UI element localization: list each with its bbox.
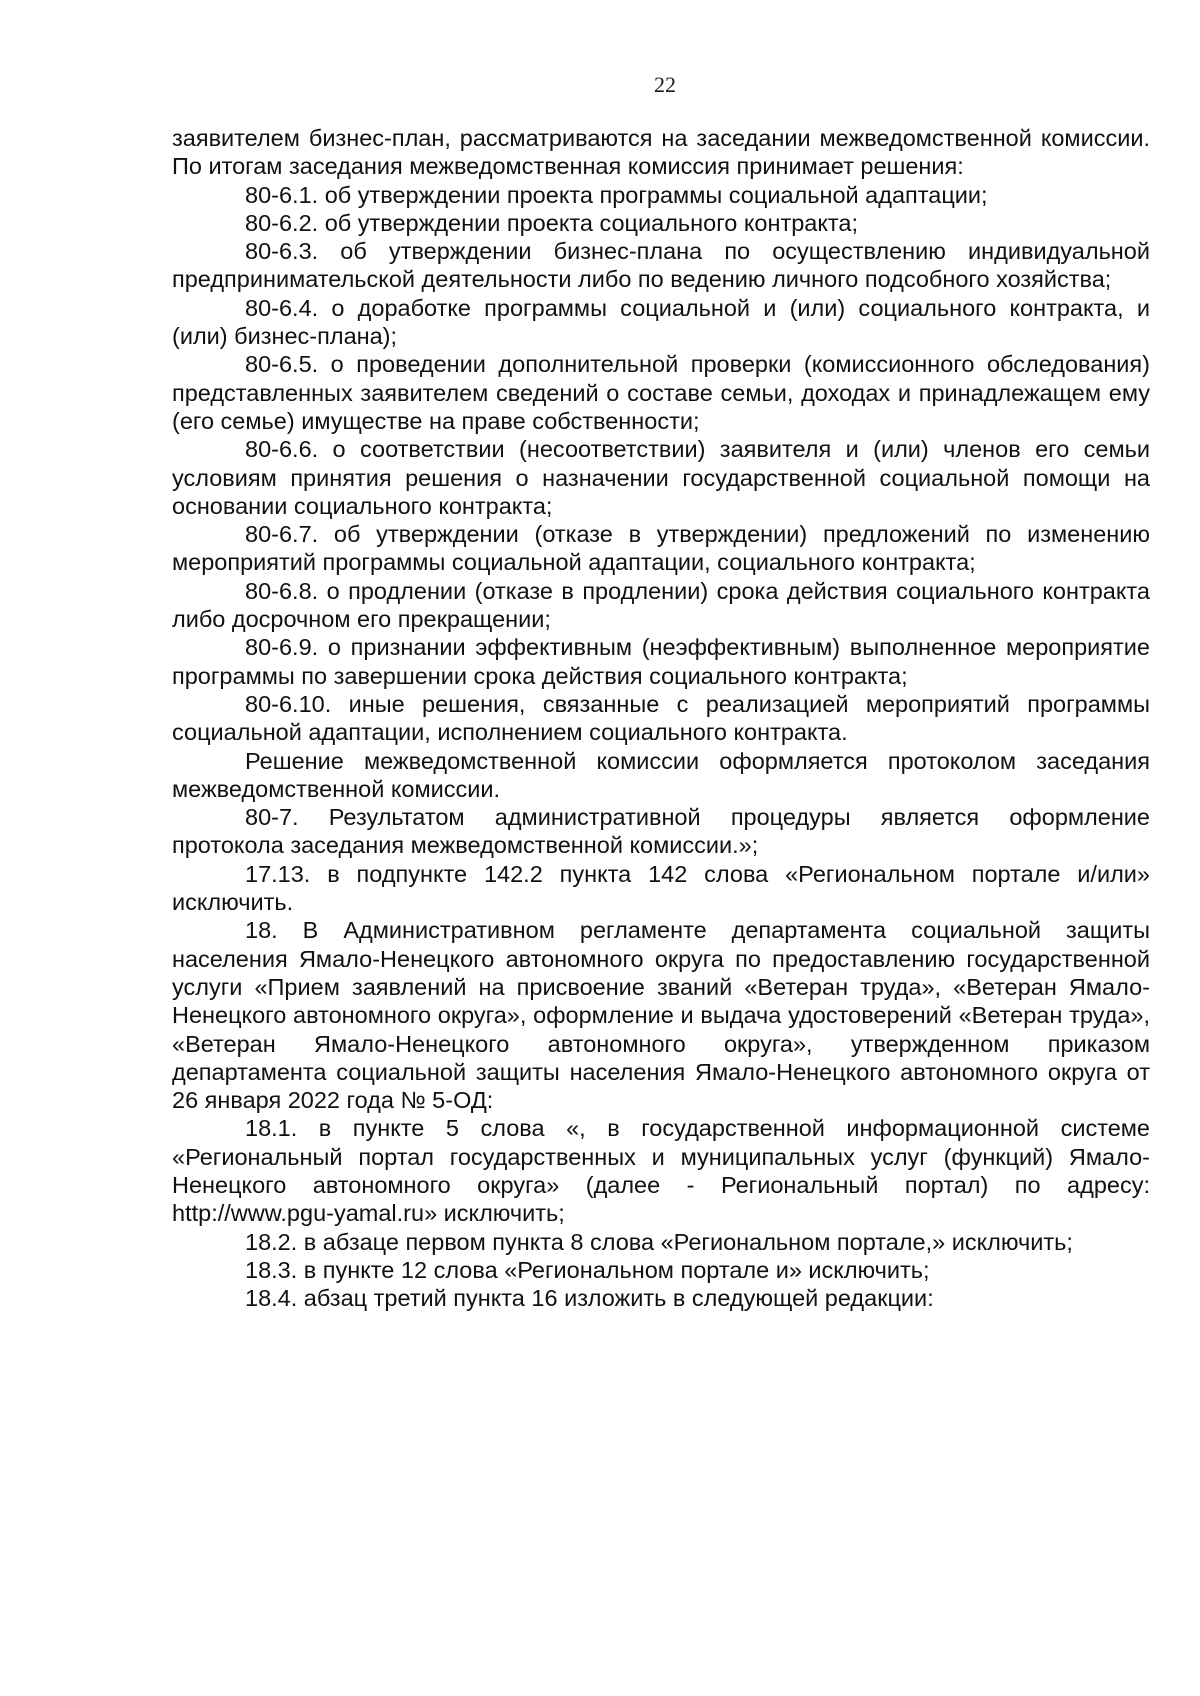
paragraph: 80-6.5. о проведении дополнительной проверки (комиссионного обследования) представленных заявителем сведений о составе семьи, доходах и принадлежащем ему (его семье) имуществе на праве собственности; xyxy=(172,351,1150,434)
paragraph: 80-6.8. о продлении (отказе в продлении) срока действия социального контракта либо досрочном его прекращении; xyxy=(172,577,1150,633)
paragraph: 18.1. в пункте 5 слова «, в государственной информационной системе «Региональный портал государственных и муниципальных услуг (функций) Ямало-Ненецкого автономного округа» (далее - Региональный портал) по адресу: http://www.pgu-yamal.ru» исключить; xyxy=(172,1115,1150,1227)
paragraph: 80-6.9. о признании эффективным (неэффективным) выполненное мероприятие программы по завершении срока действия социального контракта; xyxy=(172,634,1150,689)
document-body xyxy=(172,124,1150,1312)
paragraph: 80-6.7. об утверждении (отказе в утверждении) предложений по изменению мероприятий программы социальной адаптации, социального контракта; xyxy=(172,521,1150,576)
paragraph: 80-6.1. об утверждении проекта программы социальной адаптации; xyxy=(245,181,988,208)
paragraph: 80-6.4. о доработке программы социальной и (или) социального контракта, и (или) бизнес-плана); xyxy=(172,294,1150,350)
paragraph: 80-6.6. о соответствии (несоответствии) заявителя и (или) членов его семьи условиям принятия решения о назначении государственной социальной помощи на основании социального контракта; xyxy=(172,436,1150,519)
paragraph: 18.2. в абзаце первом пункта 8 слова «Региональном портале,» исключить; xyxy=(245,1228,1073,1255)
paragraph: 80-6.10. иные решения, связанные с реализацией мероприятий программы социальной адаптации, исполнением социального контракта. xyxy=(172,690,1150,746)
paragraph: 18.3. в пункте 12 слова «Региональном портале и» исключить; xyxy=(245,1256,930,1283)
paragraph: 17.13. в подпункте 142.2 пункта 142 слова «Региональном портале и/или» исключить. xyxy=(172,860,1150,916)
paragraph: 80-6.2. об утверждении проекта социального контракта; xyxy=(245,209,858,236)
paragraph: 18.4. абзац третий пункта 16 изложить в следующей редакции: xyxy=(245,1285,934,1312)
paragraph: Решение межведомственной комиссии оформляется протоколом заседания межведомственной комиссии. xyxy=(172,747,1150,802)
paragraph: 80-7. Результатом административной процедуры является оформление протокола заседания межведомственной комиссии.»; xyxy=(172,804,1150,859)
paragraph: 18. В Административном регламенте департамента социальной защиты населения Ямало-Ненецкого автономного округа по предоставлению государственной услуги «Прием заявлений на присвоение званий «Ветеран труда», «Ветеран Ямало-Ненецкого автономного округа», оформление и выдача удостоверений «Ветеран труда», «Ветеран Ямало-Ненецкого автономного округа», утвержденном приказом департамента социальной защиты населения Ямало-Ненецкого автономного округа от 26 января 2022 года № 5-ОД: xyxy=(172,917,1150,1114)
page-number: 22 xyxy=(654,72,676,97)
paragraph: 80-6.3. об утверждении бизнес-плана по осуществлению индивидуальной предпринимательской деятельности либо по ведению личного подсобного хозяйства; xyxy=(172,238,1150,293)
paragraph: заявителем бизнес-план, рассматриваются на заседании межведомственной комиссии. По итогам заседания межведомственная комиссия принимает решения: xyxy=(172,125,1150,180)
